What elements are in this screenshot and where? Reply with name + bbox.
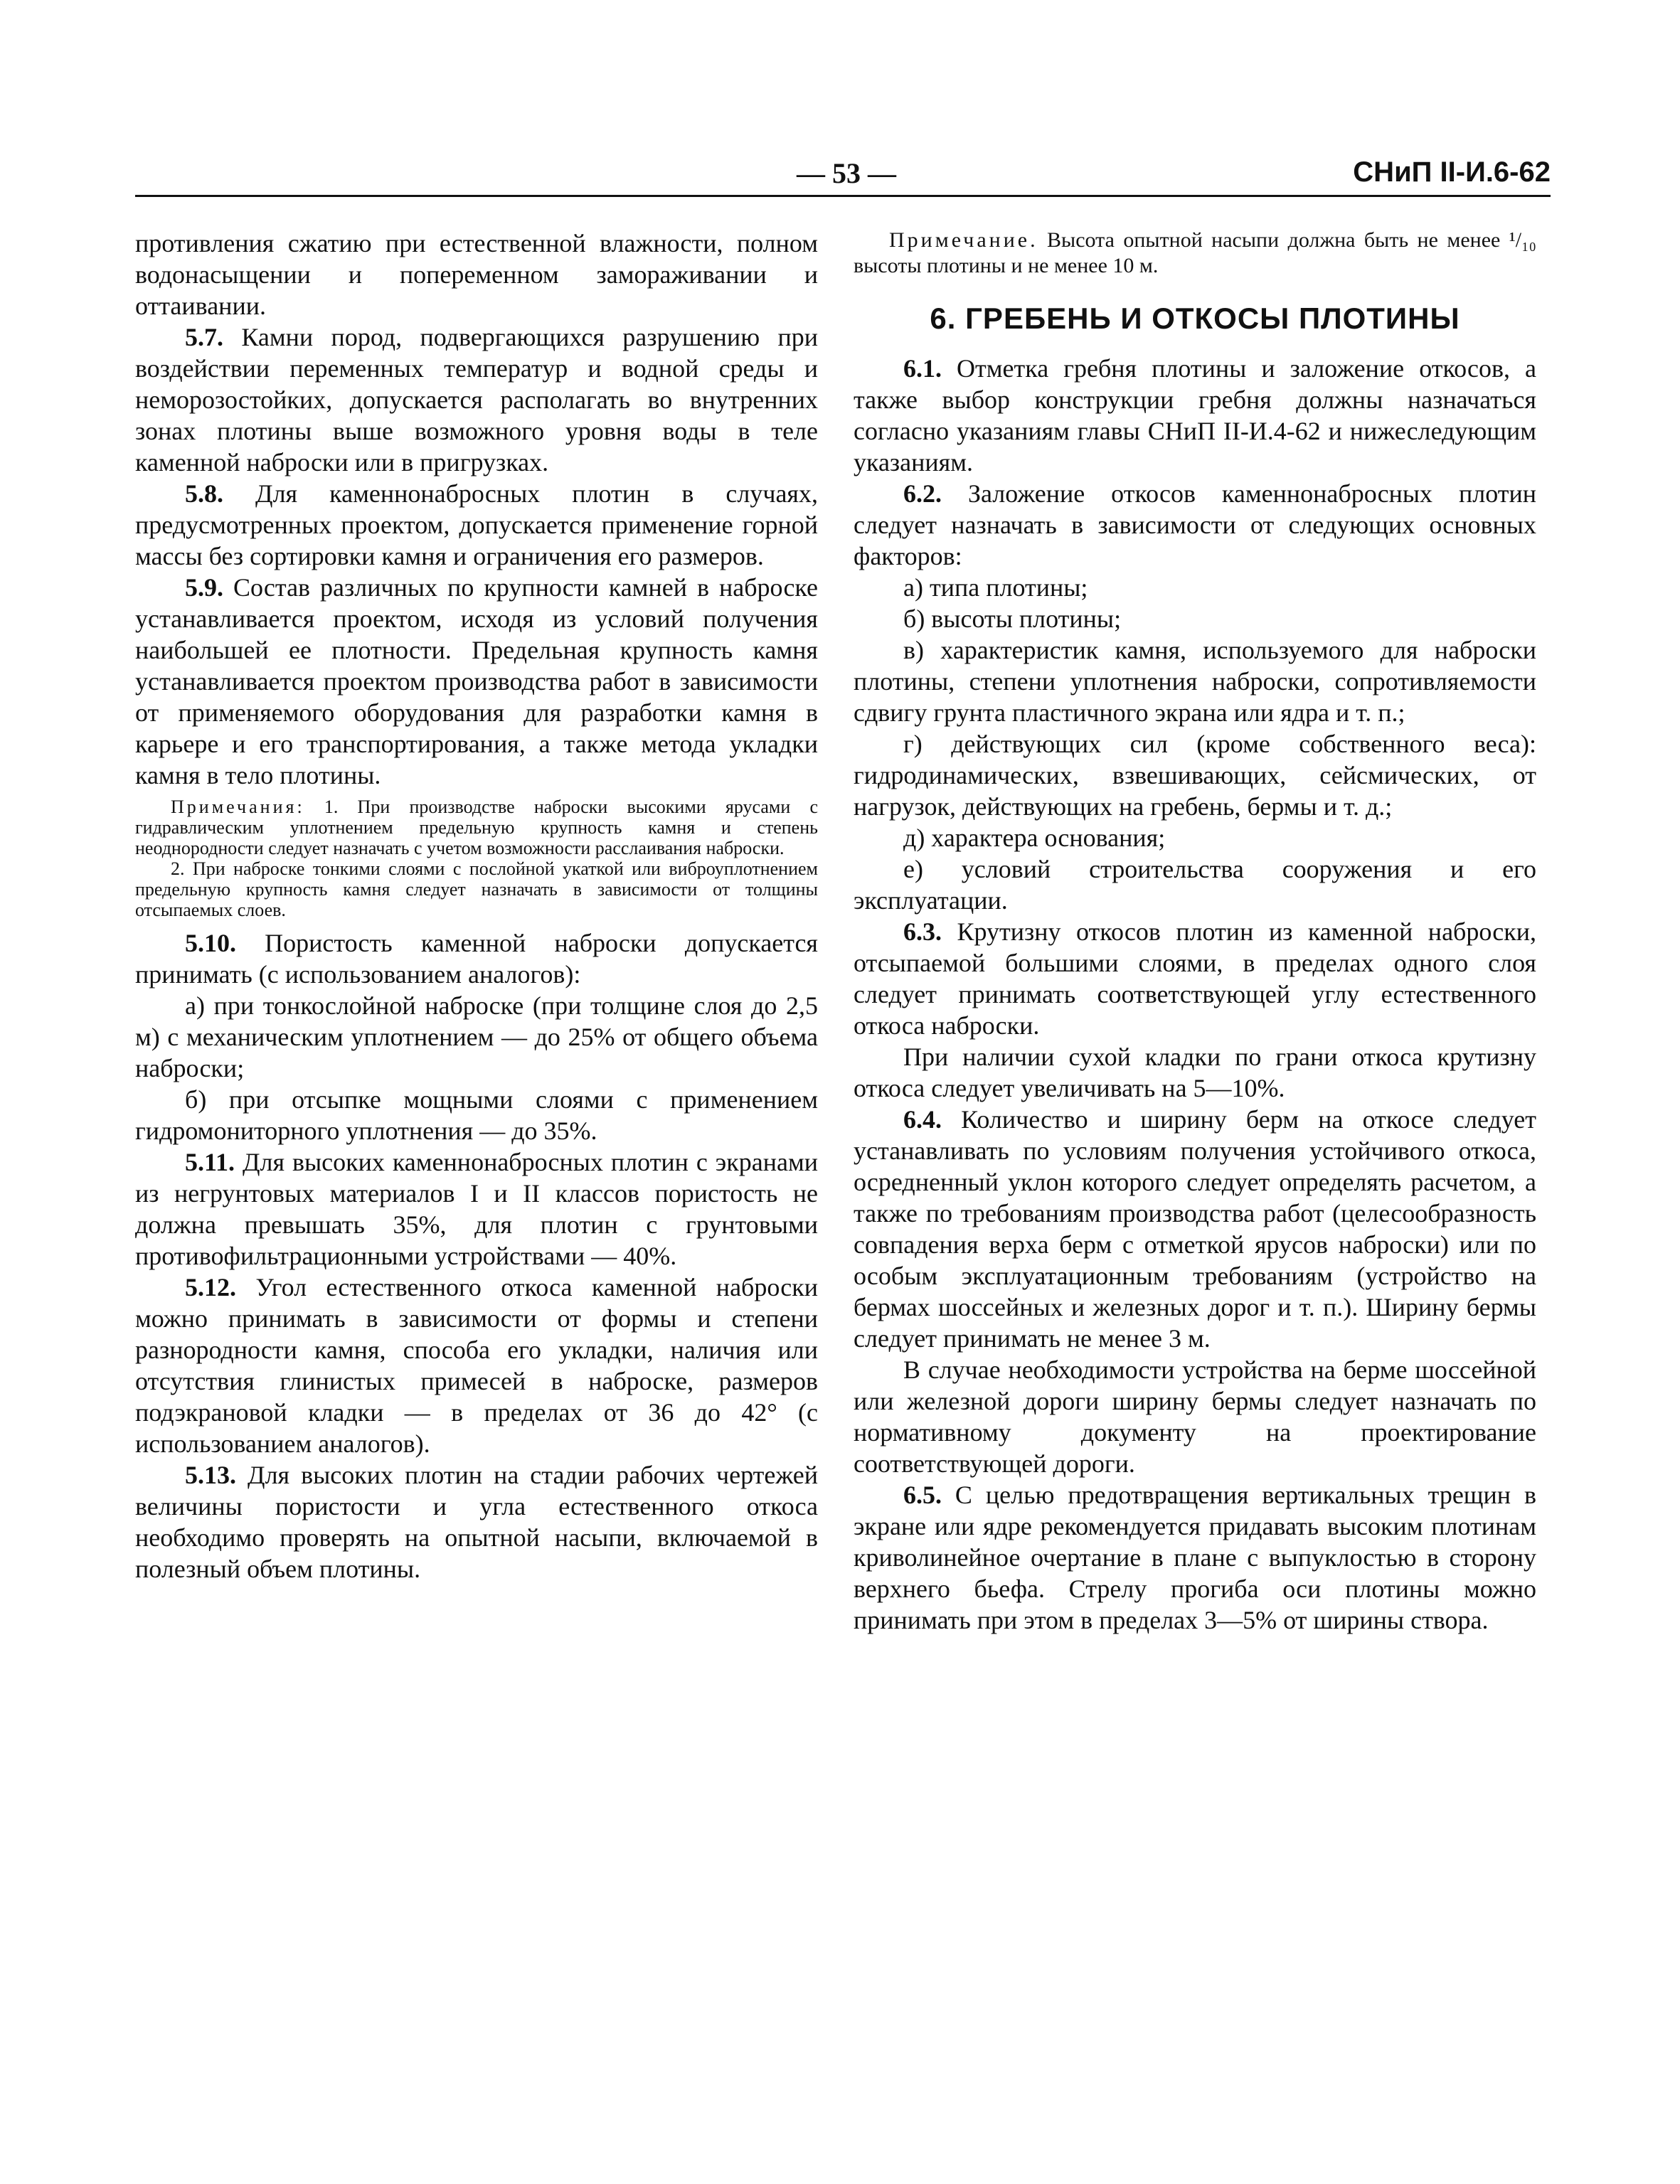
paragraph-text: Заложение откосов каменнонабросных плотин следует назначать в зависимости от следующих основных факторов: <box>854 479 1536 570</box>
paragraph-text: Количество и ширину берм на откосе следует устанавливать по условиям получения устойчивого откоса, осредненный уклон которого следует определять расчетом, а также по требованиям производства работ (целесообразность совпадения верха берм с отметкой ярусов наброски) или по особым эксплуатационным требованиям (устройство на бермах шоссейных и железных дорог и т. п.). Ширину бермы следует принимать не менее 3 м. <box>854 1105 1536 1353</box>
clause-number: 5.7. <box>185 323 223 351</box>
note-2: 2. При наброске тонкими слоями с послойной укаткой или виброуплотнением предельную крупность камня следует назначать в зависимости от толщины отсыпаемых слоев. <box>135 858 818 920</box>
section-heading: 6. ГРЕБЕНЬ И ОТКОСЫ ПЛОТИНЫ <box>930 302 1460 335</box>
paragraph-6-3 <box>854 916 1536 1041</box>
paragraph-6-4-b: В случае необходимости устройства на берме шоссейной или железной дороги ширину бермы следует назначать по нормативному документу на проектирование соответствующей дороги. <box>854 1355 1536 1478</box>
note-label: Примечание. <box>889 228 1038 252</box>
paragraph-6-3-b: При наличии сухой кладки по грани откоса крутизну откоса следует увеличивать на 5—10%. <box>854 1043 1536 1102</box>
paragraph-5-11 <box>135 1146 818 1272</box>
paragraph-6-5 <box>854 1479 1536 1636</box>
paragraph-text: Угол естественного откоса каменной наброски можно принимать в зависимости от формы и степени разнородности камня, способа его укладки, наличия или отсутствия глинистых примесей в наброске, размеров подэкрановой кладки — в пределах от 36 до 42° (с использованием аналогов). <box>135 1273 818 1458</box>
note-text: 1. При производстве наброски высокими ярусами с гидравлическим уплотнением предельную крупность камня и степень неоднородности следует назначать с учетом возможности расслаивания наброски. <box>135 797 818 858</box>
clause-number: 5.12. <box>185 1273 236 1301</box>
paragraph-text: Камни пород, подвергающихся разрушению при воздействии переменных температур и водной среды и неморозостойких, допускается располагать во внутренних зонах плотины выше возможного уровня воды в теле каменной наброски или в пригрузках. <box>135 323 818 476</box>
note-text: Высота опытной насыпи должна быть не менее ¹/₁₀ высоты плотины и не менее 10 м. <box>854 228 1536 277</box>
list-item: г) действующих сил (кроме собственного веса): гидродинамических, взвешивающих, сейсмических, от нагрузок, действующих на гребень, бермы и т. д.; <box>854 730 1536 821</box>
paragraph-text: Состав различных по крупности камней в наброске устанавливается проектом, исходя из условий получения наибольшей ее плотности. Предельная крупность камня устанавливается проектом производства работ в зависимости от применяемого оборудования для разработки камня в карьере и его транспортирования, а также метода укладки камня в тело плотины. <box>135 573 818 789</box>
clause-number: 5.8. <box>185 479 223 508</box>
paragraph-6-2 <box>854 478 1536 572</box>
clause-number: 5.11. <box>185 1148 235 1176</box>
clause-number: 5.10. <box>185 929 236 957</box>
list-item: е) условий строительства сооружения и его эксплуатации. <box>854 855 1536 915</box>
paragraph-text: Отметка гребня плотины и заложение откосов, а также выбор конструкции гребня должны назначаться согласно указаниям главы СНиП II-И.4-62 и нижеследующим указаниям. <box>854 354 1536 476</box>
page-header <box>135 156 1551 199</box>
paragraph-5-12 <box>135 1272 818 1459</box>
list-item: б) высоты плотины; <box>903 604 1122 633</box>
paragraph-6-1 <box>854 353 1536 478</box>
paragraph-text: Для высоких плотин на стадии рабочих чертежей величины пористости и угла естественного откоса необходимо проверять на опытной насыпи, включаемой в полезный объем плотины. <box>135 1461 818 1583</box>
paragraph-text: Для высоких каменнонабросных плотин с экранами из негрунтовых материалов I и II классов пористость не должна превышать 35%, для плотин с грунтовыми противофильтрационными устройствами — 40%. <box>135 1148 818 1270</box>
left-column <box>135 228 818 1584</box>
clause-number: 5.9. <box>185 573 223 602</box>
right-column <box>854 228 1536 1636</box>
header-rule <box>135 195 1551 197</box>
list-item: д) характера основания; <box>903 824 1166 852</box>
paragraph-text: Крутизну откосов плотин из каменной наброски, отсыпаемой большими слоями, в пределах одного слоя следует принимать соответствующей углу естественного откоса наброски. <box>854 917 1536 1040</box>
clause-number: 6.1. <box>903 354 942 383</box>
paragraph-text: противления сжатию при естественной влажности, полном водонасыщении и попеременном замораживании и оттаивании. <box>135 229 818 320</box>
paragraph-text: Пористость каменной наброски допускается принимать (с использованием аналогов): <box>135 929 818 989</box>
clause-number: 6.3. <box>903 917 942 946</box>
document-code: СНиП II-И.6-62 <box>1353 156 1551 188</box>
paragraph-5-9 <box>135 572 818 791</box>
clause-number: 6.4. <box>903 1105 942 1134</box>
paragraph-text: С целью предотвращения вертикальных трещин в экране или ядре рекомендуется придавать высоким плотинам криволинейное очертание в плане с выпуклостью в сторону верхнего бьефа. Стрелу прогиба оси плотины можно принимать при этом в пределах 3—5% от ширины створа. <box>854 1481 1536 1634</box>
note-height <box>854 228 1536 279</box>
paragraph-text: Для каменнонабросных плотин в случаях, предусмотренных проектом, допускается применение горной массы без сортировки камня и ограничения его размеров. <box>135 479 818 570</box>
clause-number: 5.13. <box>185 1461 236 1489</box>
list-item-a: а) при тонкослойной наброске (при толщине слоя до 2,5 м) с механическим уплотнением — до 25% от общего объема наброски; <box>135 991 818 1082</box>
paragraph-5-13 <box>135 1459 818 1584</box>
note-1 <box>135 797 818 858</box>
paragraph-5-10 <box>135 927 818 990</box>
list-item: в) характеристик камня, используемого для наброски плотины, степени уплотнения наброски, сопротивляемости сдвигу грунта пластичного экрана или ядра и т. п.; <box>854 636 1536 727</box>
notes-block <box>135 797 818 920</box>
list-item-b: б) при отсыпке мощными слоями с применением гидромониторного уплотнения — до 35%. <box>135 1085 818 1145</box>
paragraph-continuation <box>135 228 818 321</box>
paragraph-6-4 <box>854 1104 1536 1354</box>
paragraph-5-7 <box>135 321 818 478</box>
page-number: — 53 — <box>797 157 896 189</box>
clause-number: 6.2. <box>903 479 942 508</box>
clause-number: 6.5. <box>903 1481 942 1509</box>
list-item: а) типа плотины; <box>903 573 1088 602</box>
paragraph-5-8 <box>135 478 818 572</box>
note-label: Примечания: <box>171 797 305 817</box>
